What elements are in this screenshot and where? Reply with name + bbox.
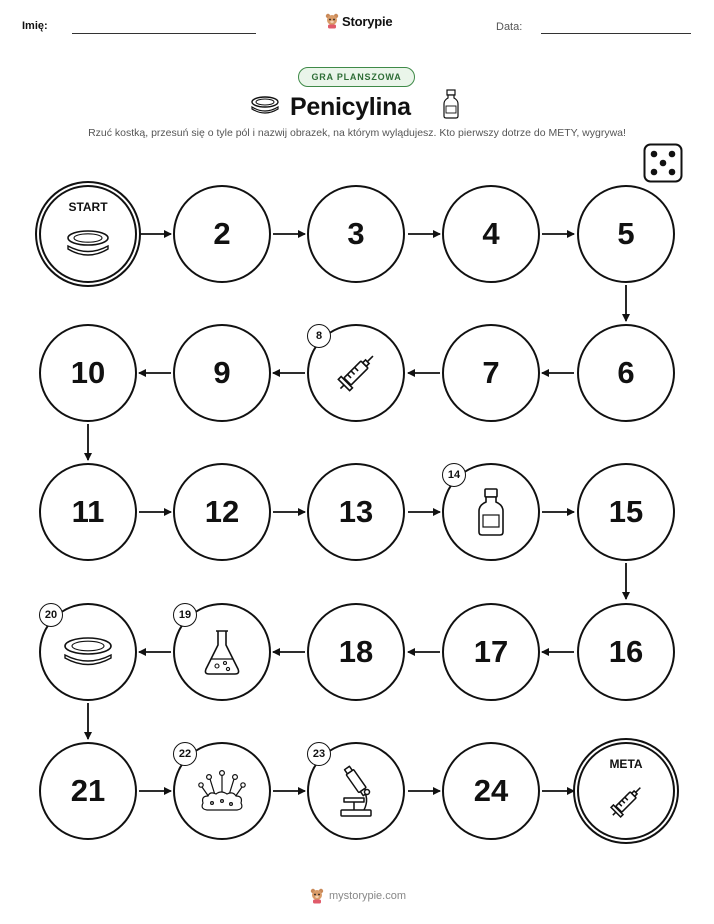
field-2	[173, 185, 271, 283]
brand-name: Storypie	[342, 13, 393, 29]
syringe-icon	[330, 347, 382, 399]
syringe-icon	[604, 780, 648, 824]
field-number-badge: 20	[39, 603, 63, 627]
field-number: 15	[608, 494, 644, 529]
petri-dish-icon	[61, 632, 115, 672]
field-23	[307, 742, 405, 840]
field-18	[307, 603, 405, 701]
field-8	[307, 324, 405, 422]
field-number: 4	[482, 216, 500, 251]
field-11	[39, 463, 137, 561]
field-number: 6	[617, 355, 635, 390]
field-number: 24	[473, 773, 509, 808]
field-24	[442, 742, 540, 840]
field-15	[577, 463, 675, 561]
field-number-badge: 14	[442, 463, 466, 487]
game-type-badge: GRA PLANSZOWA	[298, 67, 415, 87]
field-number: 2	[213, 216, 231, 251]
microscope-icon	[334, 764, 378, 818]
field-21	[39, 742, 137, 840]
field-number-badge: 22	[173, 742, 197, 766]
petri-dish-icon	[65, 226, 111, 262]
field-number: 7	[482, 355, 500, 390]
mold-icon	[197, 769, 247, 813]
bottle-icon	[474, 487, 508, 537]
field-number: 21	[70, 773, 106, 808]
page-title: Penicylina	[290, 93, 411, 121]
field-4	[442, 185, 540, 283]
field-16	[577, 603, 675, 701]
field-number: 12	[204, 494, 240, 529]
field-number: 16	[608, 634, 644, 669]
field-number: 11	[71, 494, 105, 529]
field-number: 18	[338, 634, 374, 669]
field-7	[442, 324, 540, 422]
field-13	[307, 463, 405, 561]
instructions: Rzuć kostką, przesuń się o tyle pól i nazwij obrazek, na którym wylądujesz. Kto pierwszy dotrze do METY, wygrywa!	[88, 127, 626, 139]
field-10	[39, 324, 137, 422]
field-number-badge: 23	[307, 742, 331, 766]
field-start	[39, 185, 137, 283]
field-number: 10	[70, 355, 106, 390]
field-number: 3	[347, 216, 365, 251]
field-17	[442, 603, 540, 701]
field-number-badge: 19	[173, 603, 197, 627]
field-22	[173, 742, 271, 840]
field-number: 9	[213, 355, 231, 390]
field-5	[577, 185, 675, 283]
field-number: 13	[338, 494, 374, 529]
footer	[310, 888, 406, 904]
field-19	[173, 603, 271, 701]
field-12	[173, 463, 271, 561]
field-20	[39, 603, 137, 701]
field-3	[307, 185, 405, 283]
field-number: 5	[617, 216, 635, 251]
date-label: Data:	[496, 21, 523, 33]
flask-icon	[202, 627, 242, 677]
finish-label: META	[609, 757, 643, 771]
start-label: START	[68, 200, 108, 214]
field-14	[442, 463, 540, 561]
name-label: Imię:	[22, 20, 48, 32]
field-number: 17	[473, 634, 509, 669]
footer-site[interactable]: mystorypie.com	[329, 890, 407, 902]
bear-icon	[310, 888, 324, 904]
field-number-badge: 8	[307, 324, 331, 348]
field-9	[173, 324, 271, 422]
field-6	[577, 324, 675, 422]
field-finish	[577, 742, 675, 840]
